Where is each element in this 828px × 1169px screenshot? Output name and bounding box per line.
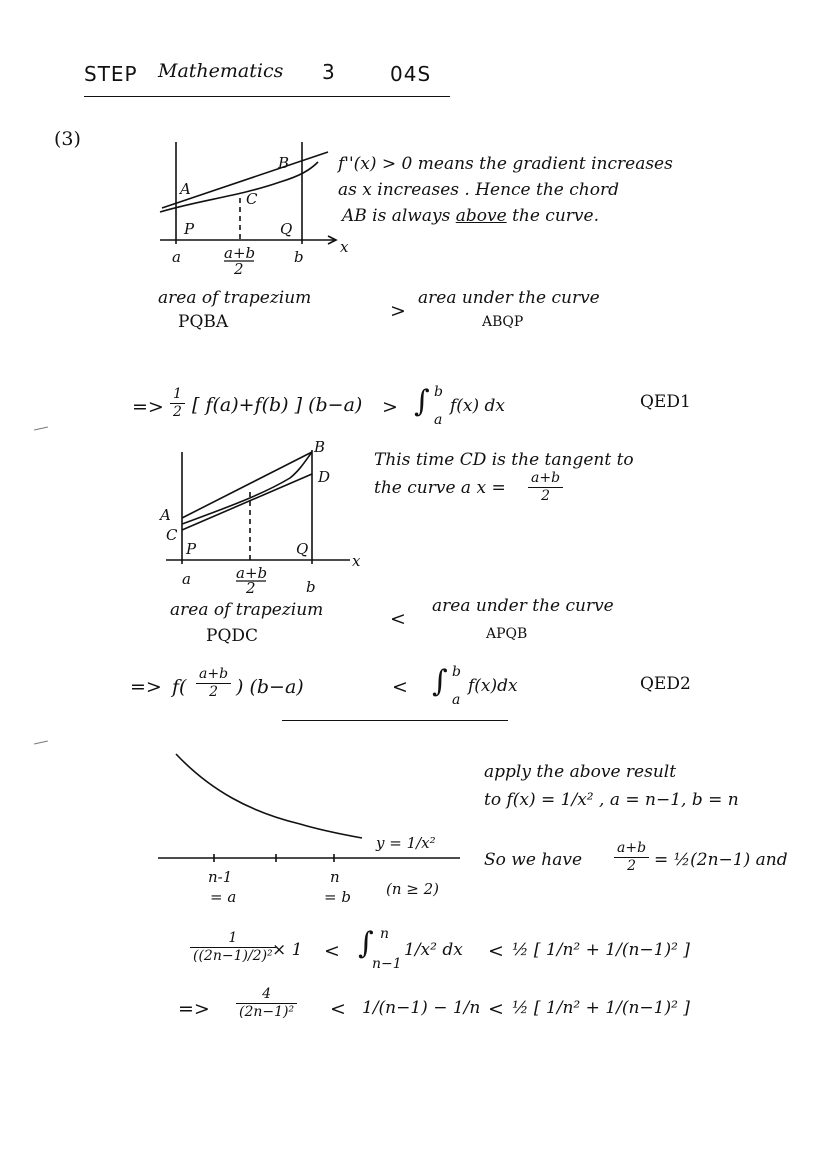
question-number: (3) bbox=[54, 128, 81, 150]
p3-ineq2-right: ½ [ 1/n² + 1/(n−1)² ] bbox=[512, 998, 690, 1018]
p1-compare-right-1: area under the curve bbox=[418, 288, 600, 308]
p1-label-b: b bbox=[294, 248, 304, 266]
p2-compare-right-1: area under the curve bbox=[432, 596, 614, 616]
p1-label-mid-num: a+b bbox=[224, 244, 256, 262]
p3-ineq1-right: ½ [ 1/n² + 1/(n−1)² ] bbox=[512, 940, 690, 960]
p3-ineq2-left: $\frac{4}{\text{(2n−1)²}}$ bbox=[236, 986, 297, 1021]
header-paper: 3 bbox=[322, 60, 336, 84]
p1-ineq-body: [ f(a)+f(b) ] (b−a) bbox=[192, 394, 363, 416]
p3-note-line3: So we have bbox=[484, 850, 583, 870]
p2-compare-left-2: PQDC bbox=[206, 626, 259, 646]
p1-implies: => bbox=[132, 396, 164, 418]
p2-compare-right-2: APQB bbox=[486, 626, 528, 642]
p2-ineq-lower: a bbox=[452, 692, 461, 708]
p2-label-mid-num: a+b bbox=[236, 564, 268, 582]
p1-label-C: C bbox=[246, 190, 258, 208]
p1-ineq-half: $\frac{1}{2}$ bbox=[170, 386, 185, 421]
p3-tick1-top: n-1 bbox=[208, 868, 233, 886]
p2-ineq-integrand: f(x)dx bbox=[468, 676, 518, 696]
p3-ineq2-mid: 1/(n−1) − 1/n bbox=[362, 998, 481, 1018]
p1-compare-left-2: PQBA bbox=[178, 312, 229, 332]
p3-ineq1-sign1: < bbox=[324, 940, 340, 962]
p2-ineq-f: f( bbox=[172, 676, 187, 698]
p3-tick1-bottom: = a bbox=[210, 888, 237, 906]
p1-ineq-integral-icon: ∫ bbox=[414, 384, 430, 419]
p1-compare-sign: > bbox=[390, 300, 406, 322]
p1-ineq-upper: b bbox=[434, 384, 443, 400]
p1-label-mid-den: 2 bbox=[234, 260, 244, 278]
p1-label-B: B bbox=[278, 154, 290, 172]
p1-label-x: x bbox=[340, 238, 349, 256]
p3-implies: => bbox=[178, 998, 210, 1020]
p2-ineq-upper: b bbox=[452, 664, 461, 680]
header-exam: STEP bbox=[84, 62, 138, 86]
p1-label-a: a bbox=[172, 248, 181, 266]
p2-label-C: C bbox=[166, 526, 178, 544]
p3-ineq1-integrand: 1/x² dx bbox=[404, 940, 463, 960]
p2-note-line1: This time CD is the tangent to bbox=[374, 450, 634, 470]
p2-label-A: A bbox=[160, 506, 171, 524]
p2-label-x: x bbox=[352, 552, 361, 570]
p3-condition: (n ≥ 2) bbox=[386, 880, 440, 898]
p3-ineq1-lower: n−1 bbox=[372, 956, 402, 972]
p3-ineq2-sign1: < bbox=[330, 998, 346, 1020]
p3-ineq1-times: × 1 bbox=[272, 940, 303, 960]
p3-curve-label: y = 1/x² bbox=[376, 834, 436, 852]
p2-compare-sign: < bbox=[390, 608, 406, 630]
p1-ineq-integrand: f(x) dx bbox=[450, 396, 506, 416]
p2-label-mid-den: 2 bbox=[246, 579, 256, 597]
p2-label-D: D bbox=[318, 468, 331, 486]
p1-compare-right-2: ABQP bbox=[482, 314, 524, 330]
p1-ineq-sign: > bbox=[382, 396, 398, 418]
p2-compare-left-1: area of trapezium bbox=[170, 600, 324, 620]
header-year: 04S bbox=[390, 62, 432, 86]
p3-ineq2-sign2: < bbox=[488, 998, 504, 1020]
p1-note-line2: as x increases . Hence the chord bbox=[338, 180, 619, 200]
p1-label-Q: Q bbox=[280, 220, 293, 238]
p3-note-frac: $\frac{a+b}{2}$ bbox=[614, 840, 649, 875]
header-subject: Mathematics bbox=[158, 60, 284, 82]
p2-label-P: P bbox=[186, 540, 197, 558]
p3-tick2-top: n bbox=[330, 868, 340, 886]
p2-label-a: a bbox=[182, 570, 191, 588]
p1-note-line3: AB is always above the curve. bbox=[342, 206, 599, 226]
p2-label-Q: Q bbox=[296, 540, 309, 558]
p1-compare-left-1: area of trapezium bbox=[158, 288, 312, 308]
p2-ineq-integral-icon: ∫ bbox=[432, 664, 448, 699]
p1-note-line1: f''(x) > 0 means the gradient increases bbox=[338, 154, 673, 174]
p3-note-line2: to f(x) = 1/x² , a = n−1, b = n bbox=[484, 790, 739, 810]
p2-label-b: b bbox=[306, 578, 316, 596]
p1-note-above: above bbox=[455, 206, 507, 226]
p2-qed: QED2 bbox=[640, 674, 691, 694]
p3-ineq1-upper: n bbox=[380, 926, 390, 942]
p3-ineq1-sign2: < bbox=[488, 940, 504, 962]
p3-tick2-bottom: = b bbox=[324, 888, 351, 906]
p3-ineq1-left: $\frac{1}{\text{((2n−1)/2)²}}$ bbox=[190, 930, 276, 965]
p3-ineq1-integral-icon: ∫ bbox=[358, 926, 374, 961]
p2-label-B: B bbox=[314, 438, 326, 456]
p3-note-line1: apply the above result bbox=[484, 762, 677, 782]
p1-label-P: P bbox=[184, 220, 195, 238]
p2-implies: => bbox=[130, 676, 162, 698]
p1-label-A: A bbox=[180, 180, 191, 198]
p2-ineq-sign: < bbox=[392, 676, 408, 698]
p2-ineq-rest: ) (b−a) bbox=[236, 676, 304, 698]
p2-ineq-frac: $\frac{a+b}{2}$ bbox=[196, 666, 231, 701]
p2-note-frac: $\frac{a+b}{2}$ bbox=[528, 470, 563, 505]
p3-note-line3-end: = ½(2n−1) and bbox=[654, 850, 788, 870]
p1-ineq-lower: a bbox=[434, 412, 443, 428]
p1-qed: QED1 bbox=[640, 392, 691, 412]
p2-note-line2: the curve a x = bbox=[374, 478, 506, 498]
